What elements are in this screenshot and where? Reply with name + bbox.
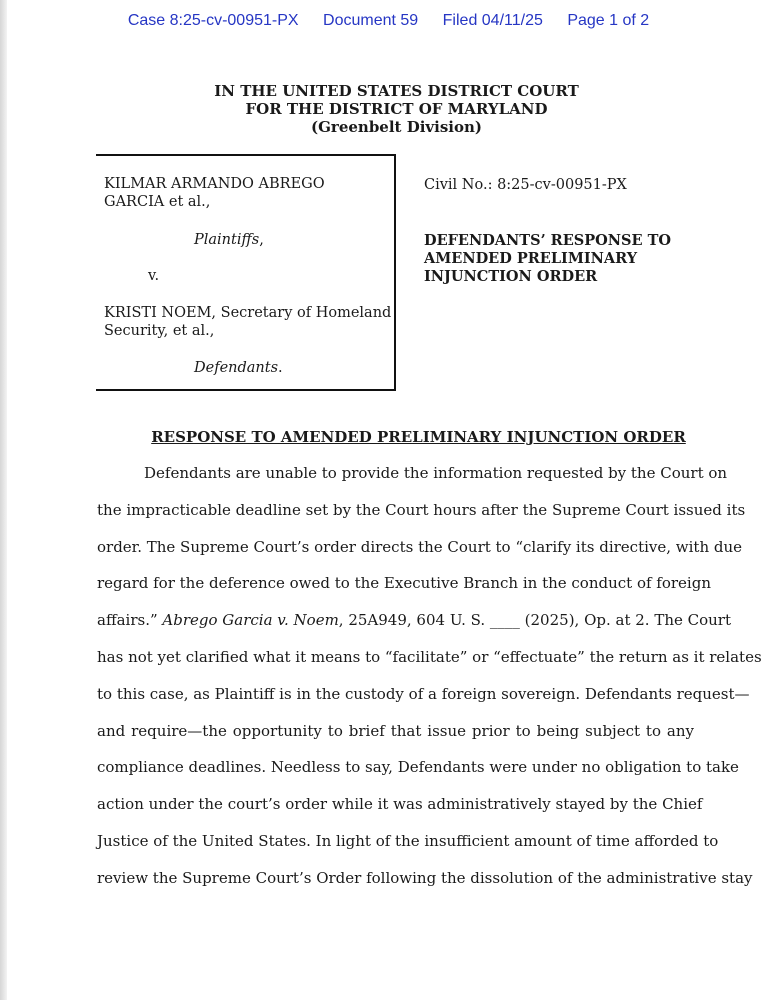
court-name: IN THE UNITED STATES DISTRICT COURT — [214, 82, 579, 100]
court-district: FOR THE DISTRICT OF MARYLAND — [245, 100, 548, 118]
page-edge-shadow — [0, 0, 7, 1000]
body-line: and require—the opportunity to brief that issue prior to being subject to any — [97, 721, 694, 740]
court-division: (Greenbelt Division) — [311, 118, 482, 136]
versus: v. — [148, 268, 160, 284]
body-paragraph — [97, 460, 762, 902]
document-number: Document 59 — [323, 12, 419, 29]
body-line: has not yet clarified what it means to “facilitate” or “effectuate” the return as it relates — [97, 647, 762, 666]
case-citation: Abrego Garcia v. Noem — [162, 611, 339, 630]
filed-date: Filed 04/11/25 — [442, 12, 543, 29]
document-title-line2: AMENDED PRELIMINARY — [424, 250, 638, 267]
document-title-line3: INJUNCTION ORDER — [424, 268, 598, 285]
body-line: regard for the deference owed to the Executive Branch in the conduct of foreign — [97, 574, 711, 593]
civil-number: Civil No.: 8:25-cv-00951-PX — [424, 177, 627, 193]
body-line: Justice of the United States. In light of the insufficient amount of time afforded to — [97, 831, 719, 850]
document-title-line1: DEFENDANTS’ RESPONSE TO — [424, 232, 672, 249]
page-indicator: Page 1 of 2 — [567, 12, 650, 29]
plaintiffs-label: Plaintiffs, — [194, 232, 264, 248]
defendants-label: Defendants. — [194, 360, 283, 376]
section-heading: RESPONSE TO AMENDED PRELIMINARY INJUNCTION ORDER — [151, 428, 686, 446]
court-heading — [0, 82, 777, 136]
body-line: compliance deadlines. Needless to say, Defendants were under no obligation to take — [97, 758, 739, 777]
document-title — [424, 232, 671, 286]
body-line-citation: affairs.” Abrego Garcia v. Noem, 25A949, 604 U. S. ____ (2025), Op. at 2. The Court — [97, 611, 732, 630]
case-number: Case 8:25-cv-00951-PX — [127, 12, 299, 29]
defendant-name-line2: Security, et al., — [104, 323, 215, 339]
body-line: the impracticable deadline set by the Court hours after the Supreme Court issued its — [97, 500, 746, 519]
body-line: Defendants are unable to provide the information requested by the Court on — [144, 464, 728, 482]
body-line: order. The Supreme Court’s order directs the Court to “clarify its directive, with due — [97, 537, 743, 556]
plaintiff-name-line1: KILMAR ARMANDO ABREGO — [104, 176, 325, 192]
case-caption-box — [96, 154, 396, 391]
body-line: action under the court’s order while it was administratively stayed by the Chief — [97, 795, 703, 814]
body-line: to this case, as Plaintiff is in the custody of a foreign sovereign. Defendants request— — [97, 684, 750, 703]
ecf-header — [0, 12, 777, 30]
plaintiff-name-line2: GARCIA et al., — [104, 194, 211, 210]
body-line: review the Supreme Court’s Order following the dissolution of the administrative stay — [97, 868, 753, 887]
defendant-name-line1: KRISTI NOEM, Secretary of Homeland — [104, 305, 392, 321]
